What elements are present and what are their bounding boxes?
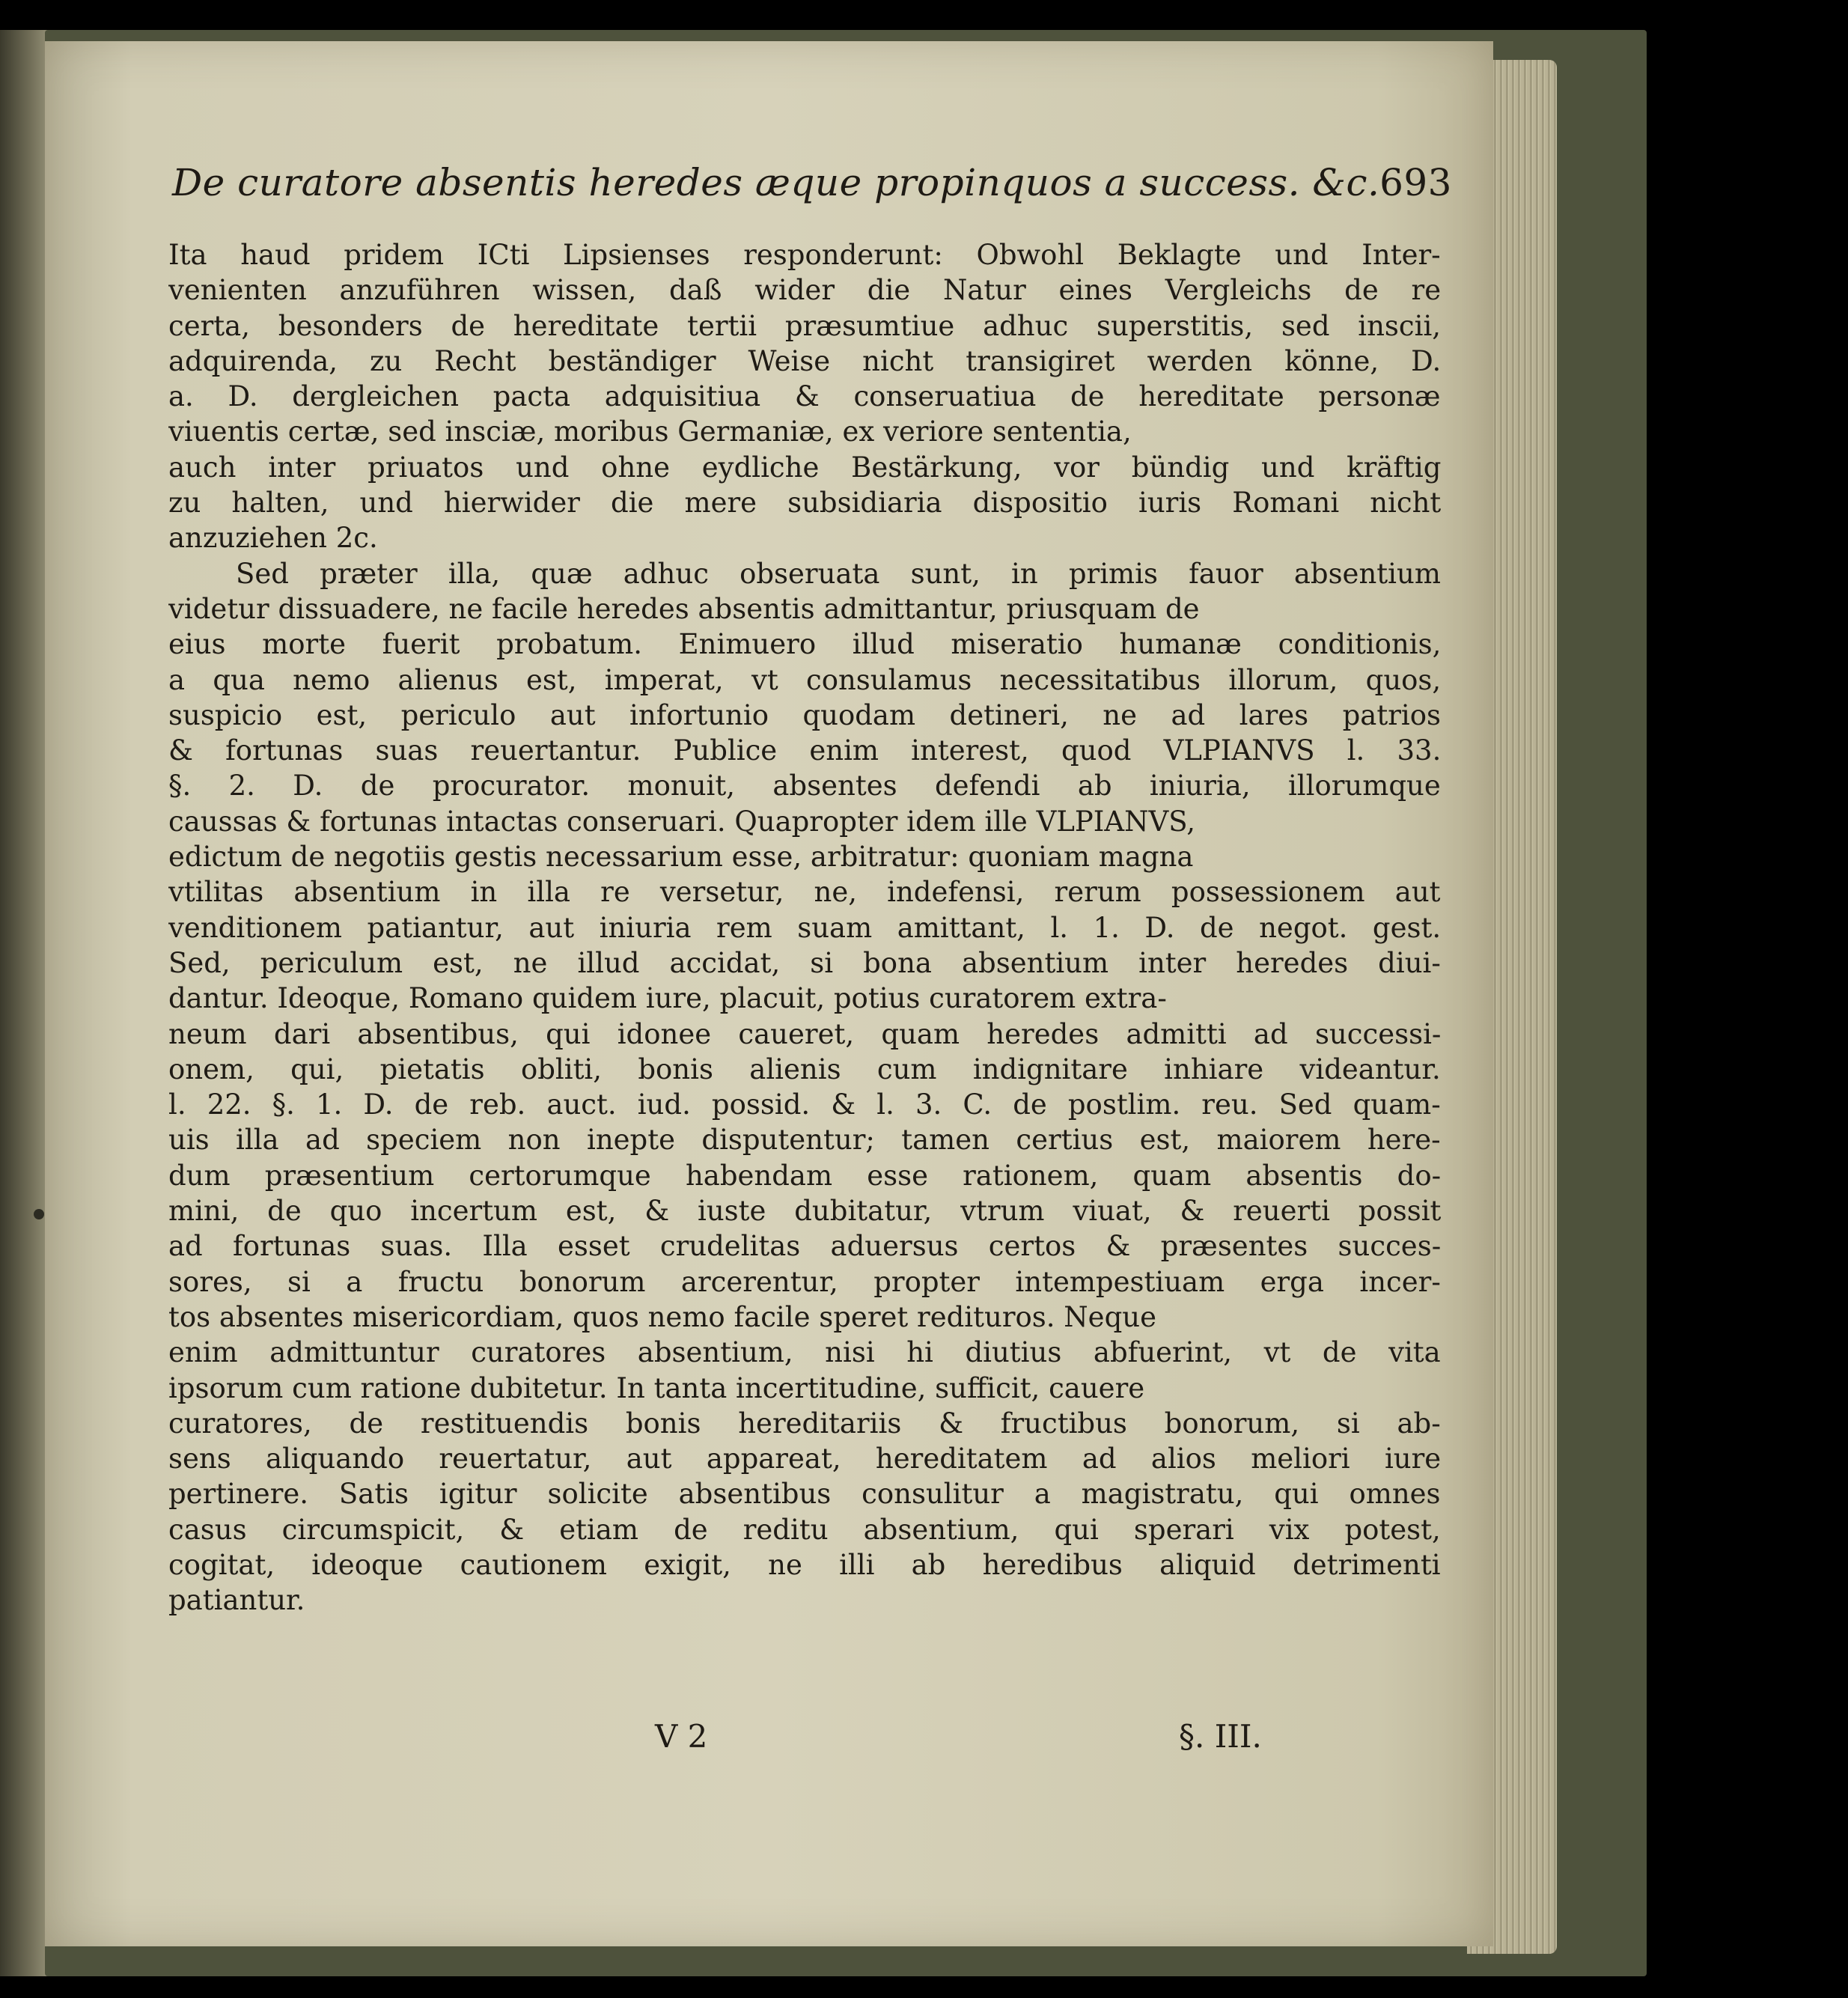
running-head	[172, 161, 1452, 228]
text-line: certa, besonders de hereditate tertii præsumtiue adhuc superstitis, sed inscii,	[168, 309, 1441, 342]
text-line: pertinere. Satis igitur solicite absentibus consulitur a magistratu, qui omnes	[168, 1478, 1441, 1511]
text-line: anzuziehen 2c.	[168, 522, 378, 555]
text-line: sores, si a fructu bonorum arcerentur, propter intempestiuam erga incer-	[168, 1265, 1441, 1298]
text-line: onem, qui, pietatis obliti, bonis alienis cum indignitare inhiare videantur.	[168, 1053, 1441, 1085]
text-line: §. 2. D. de procurator. monuit, absentes defendi ab iniuria, illorumque	[168, 770, 1441, 802]
text-line: adquirenda, zu Recht beständiger Weise nicht transigiret werden könne, D.	[168, 344, 1441, 377]
text-line: patiantur.	[168, 1584, 305, 1617]
text-line: casus circumspicit, & etiam de reditu absentium, qui sperari vix potest,	[168, 1513, 1441, 1546]
page-number: 693	[1379, 161, 1452, 204]
text-line: Ita haud pridem ICti Lipsienses responderunt: Obwohl Beklagte und Inter-	[168, 239, 1441, 271]
text-line: cogitat, ideoque cautionem exigit, ne illi ab heredibus aliquid detrimenti	[168, 1548, 1441, 1581]
text-line: uis illa ad speciem non inepte disputentur; tamen certius est, maiorem here-	[168, 1124, 1441, 1157]
text-line: sens aliquando reuertatur, aut appareat, hereditatem ad alios meliori iure	[168, 1443, 1441, 1475]
running-title: De curatore absentis heredes æque propinquos a success. &c.	[172, 161, 1380, 204]
catchword: §. III.	[1179, 1718, 1262, 1755]
signature-mark: V 2	[655, 1718, 708, 1755]
text-line: dantur. Ideoque, Romano quidem iure, placuit, potius curatorem extra-	[168, 982, 1167, 1015]
text-line: ipsorum cum ratione dubitetur. In tanta incertitudine, sufficit, cauere	[168, 1371, 1145, 1404]
text-line: zu halten, und hierwider die mere subsidiaria dispositio iuris Romani nicht	[168, 487, 1441, 520]
text-line: enim admittuntur curatores absentium, nisi hi diutius abfuerint, vt de vita	[168, 1336, 1441, 1369]
text-line: tos absentes misericordiam, quos nemo facile speret redituros. Neque	[168, 1300, 1156, 1333]
text-line: venditionem patiantur, aut iniuria rem suam amittant, l. 1. D. de negot. gest.	[168, 911, 1441, 944]
text-line: suspicio est, periculo aut infortunio quodam detineri, ne ad lares patrios	[168, 698, 1441, 731]
text-line: curatores, de restituendis bonis hereditariis & fructibus bonorum, si ab-	[168, 1407, 1441, 1440]
text-line: neum dari absentibus, qui idonee caueret, quam heredes admitti ad successi-	[168, 1017, 1441, 1050]
text-line: edictum de negotiis gestis necessarium esse, arbitratur: quoniam magna	[168, 841, 1194, 874]
text-line: Sed, periculum est, ne illud accidat, si bona absentium inter heredes diui-	[168, 946, 1441, 979]
binding-dot	[34, 1209, 44, 1219]
text-line: caussas & fortunas intactas conseruari. Quapropter idem ille VLPIANVS,	[168, 805, 1195, 838]
text-line: dum præsentium certorumque habendam esse rationem, quam absentis do-	[168, 1159, 1441, 1192]
text-line: videtur dissuadere, ne facile heredes absentis admittantur, priusquam de	[168, 592, 1200, 625]
text-line: & fortunas suas reuertantur. Publice enim interest, quod VLPIANVS l. 33.	[168, 734, 1441, 767]
text-line: l. 22. §. 1. D. de reb. auct. iud. possid. & l. 3. C. de postlim. reu. Sed quam-	[168, 1088, 1441, 1121]
text-line: a. D. dergleichen pacta adquisitiua & conseruatiua de hereditate personæ	[168, 380, 1441, 413]
text-line: auch inter priuatos und ohne eydliche Bestärkung, vor bündig und kräftig	[168, 451, 1441, 484]
text-line: mini, de quo incertum est, & iuste dubitatur, vtrum viuat, & reuerti possit	[168, 1195, 1441, 1228]
text-line: viuentis certæ, sed insciæ, moribus Germaniæ, ex veriore sententia,	[168, 415, 1132, 448]
book-page	[45, 41, 1493, 1946]
text-line: ad fortunas suas. Illa esset crudelitas aduersus certos & præsentes succes-	[168, 1230, 1441, 1263]
text-line: venienten anzuführen wissen, daß wider die Natur eines Vergleichs de re	[168, 274, 1441, 307]
paragraph-start-line: Sed præter illa, quæ adhuc obseruata sunt, in primis fauor absentium	[236, 557, 1441, 590]
text-line: eius morte fuerit probatum. Enimuero illud miseratio humanæ conditionis,	[168, 628, 1441, 661]
text-line: a qua nemo alienus est, imperat, vt consulamus necessitatibus illorum, quos,	[168, 663, 1441, 696]
text-line: vtilitas absentium in illa re versetur, ne, indefensi, rerum possessionem aut	[168, 876, 1441, 909]
body-text	[168, 237, 1441, 1618]
